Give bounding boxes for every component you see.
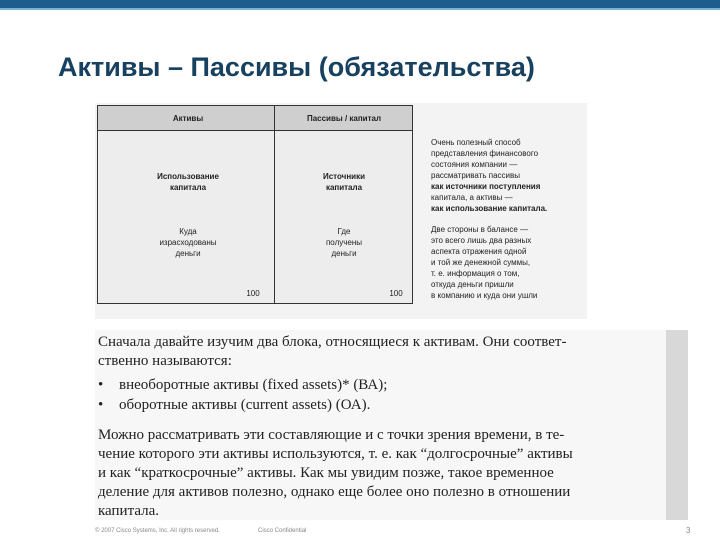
liabilities-total: 100: [389, 289, 403, 298]
bullet-item: оборотные активы (current assets) (ОА).: [119, 397, 371, 413]
assets-title-line: Использование: [157, 172, 219, 181]
side-note-line: Две стороны в балансе —: [431, 225, 529, 234]
liabilities-sub-line: получены: [325, 238, 363, 247]
scanned-balance-figure: [95, 103, 587, 319]
side-note-line: Очень полезный способ: [431, 138, 521, 147]
scan-edge-shadow: [666, 330, 688, 520]
footer-confidential: Cisco Confidential: [258, 528, 307, 534]
paragraph-line: и как “краткосрочные” активы. Как мы увидим позже, такое временное: [98, 465, 554, 481]
balance-table: [97, 105, 413, 304]
assets-sub-line: израсходованы: [159, 238, 217, 247]
bullet-item: внеоборотные активы (fixed assets)* (ВА);: [119, 377, 388, 393]
slide-title: Активы – Пассивы (обязательства): [58, 52, 535, 82]
liabilities-title: [276, 171, 412, 193]
liabilities-title-line: Источники: [322, 172, 365, 181]
side-note-line: это всего лишь два разных: [431, 236, 532, 245]
side-note-line: рассматривать пассивы: [431, 171, 520, 180]
top-accent-line: [0, 8, 720, 10]
bullet-marker: •: [98, 377, 104, 393]
assets-sub-line: деньги: [175, 249, 201, 258]
paragraph-line: чение которого эти активы используются, т. е. как “долгосрочные” активы: [98, 446, 573, 462]
side-note-line: аспекта отражения одной: [431, 247, 527, 256]
side-note-second: [431, 224, 537, 301]
liabilities-header: Пассивы / капитал: [306, 114, 382, 123]
side-note-line: как источники поступления: [431, 182, 541, 191]
liabilities-title-line: капитала: [325, 183, 363, 192]
scanned-text-block: [95, 330, 688, 520]
top-accent-band: [0, 0, 720, 8]
assets-sub-line: Куда: [179, 227, 197, 236]
paragraph-line: деление для активов полезно, однако еще более оно полезно в отношении: [98, 484, 571, 500]
intro-line: ственно называются:: [98, 353, 232, 369]
bullet-marker: •: [98, 397, 104, 413]
top-accent-bar: [0, 0, 720, 14]
side-note-line: откуда деньги пришли: [431, 280, 514, 289]
side-note-line: капитала, а активы —: [431, 193, 513, 202]
assets-title-line: капитала: [169, 183, 207, 192]
side-note-line: как использование капитала.: [431, 204, 548, 213]
paragraph-line: капитала.: [98, 503, 159, 519]
side-note-line: в компанию и куда они ушли: [431, 291, 538, 300]
side-note-line: представления финансового: [431, 149, 539, 158]
side-note-first: [431, 137, 547, 214]
balance-divider: [274, 106, 275, 303]
side-note-line: и той же денежной суммы,: [431, 258, 531, 267]
assets-subtitle: [118, 226, 258, 259]
assets-header: Активы: [172, 114, 204, 123]
liabilities-sub-line: Где: [337, 227, 351, 236]
intro-line: Сначала давайте изучим два блока, относящиеся к активам. Они соответ-: [98, 334, 567, 350]
liabilities-subtitle: [276, 226, 412, 259]
footer-copyright: © 2007 Cisco Systems, Inc. All rights reserved.: [95, 528, 220, 534]
assets-title: [118, 171, 258, 193]
liabilities-sub-line: деньги: [331, 249, 357, 258]
page-number: 3: [686, 526, 691, 535]
paragraph-line: Можно рассматривать эти составляющие и с точки зрения времени, в те-: [98, 427, 565, 443]
assets-total: 100: [246, 289, 260, 298]
side-note-line: состояния компании —: [431, 160, 518, 169]
side-note-line: т. е. информация о том,: [431, 269, 520, 278]
